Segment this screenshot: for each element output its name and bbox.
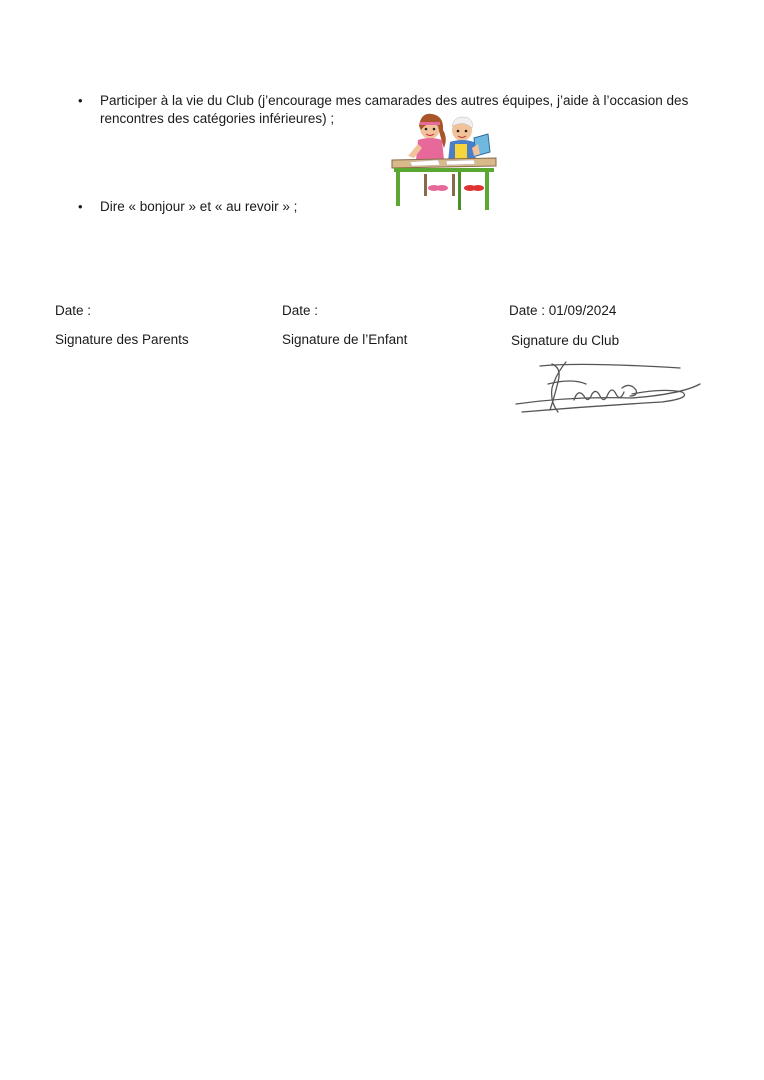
rule-greetings: Dire « bonjour » et « au revoir » ; [100,199,298,214]
club-signature-label: Signature du Club [511,333,620,348]
parents-signature-label: Signature des Parents [55,332,189,347]
club-handwritten-signature [512,358,708,420]
rule-club-life: Participer à la vie du Club (j’encourage mes camarades des autres équipes, j’aide à l’occasion des rencontres des catégories inférieures) ; [100,93,689,126]
bullet-point-icon: • [78,93,83,108]
club-date-label: Date : 01/09/2024 [509,303,617,318]
parents-date-label: Date : [55,303,92,318]
child-date-label: Date : [282,303,319,318]
bullet-point-icon: • [78,199,83,214]
child-signature-label: Signature de l’Enfant [282,332,408,347]
rules-list [0,0,764,240]
children-at-desk-illustration [388,108,504,214]
